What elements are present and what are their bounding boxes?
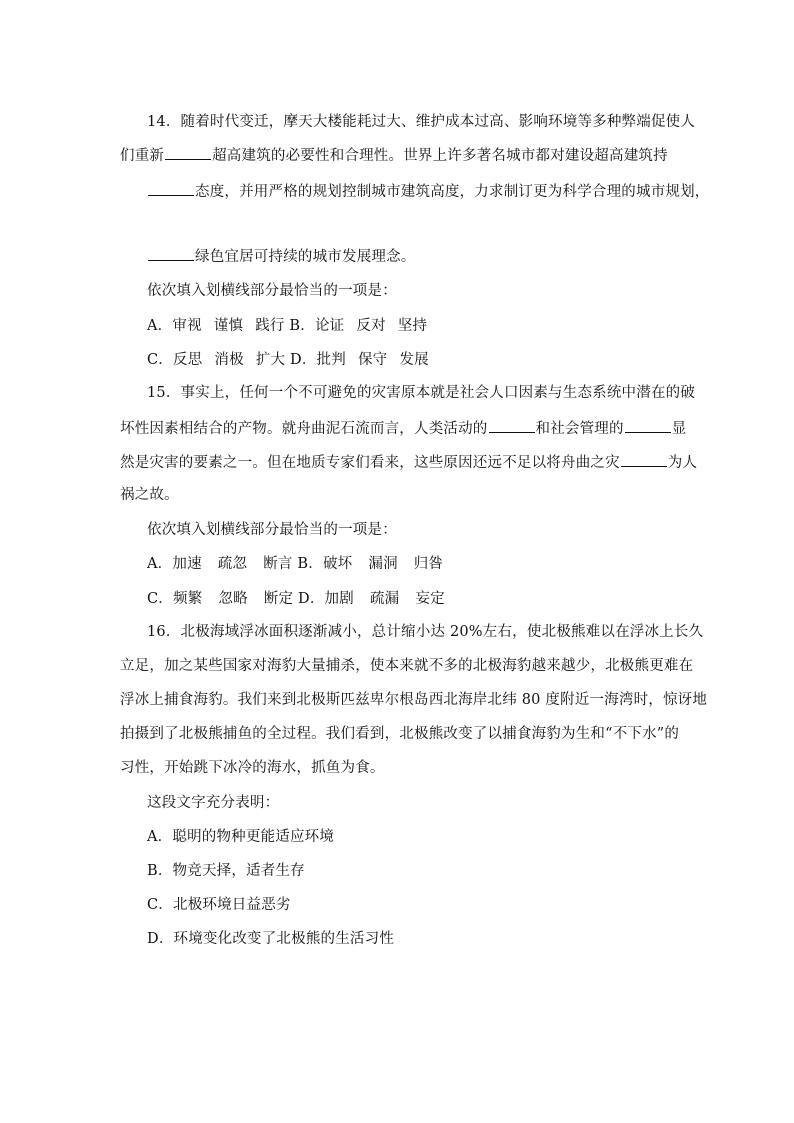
q14-options-cd: [147, 350, 429, 370]
q14-line-2: [120, 145, 668, 166]
option-a-word-1: A．审视: [147, 318, 202, 334]
q16-line-2: 立足，加之某些国家对海豹大量捕杀，使本来就不多的北极海豹越来越少，北极熊更难在: [120, 658, 694, 674]
option-d-word-1: D．批判: [290, 352, 346, 368]
q16-line-3: 浮冰上捕食海豹。我们来到北极斯匹兹卑尔根岛西北海岸北纬 80 度附近一海湾时，惊讶地: [120, 692, 708, 708]
q16-option-a: A．聪明的物种更能适应环境: [147, 829, 335, 845]
option-c-word-1: C．频繁: [147, 591, 203, 607]
q15-options-ab: [147, 554, 443, 574]
option-d-word-3: 发展: [399, 352, 429, 368]
q16-option-c: C．北极环境日益恶劣: [147, 897, 291, 913]
option-c-word-3: 断定: [263, 591, 294, 607]
option-a-word-3: 践行: [255, 318, 285, 334]
option-d-word-2: 保守: [357, 352, 388, 368]
option-c-word-2: 忽略: [218, 591, 248, 607]
option-b-word-2: 漏洞: [368, 556, 398, 572]
q14-line-1: 14．随着时代变迁，摩天大楼能耗过大、维护成本过高、影响环境等多种弊端促使人: [147, 114, 696, 130]
option-a-word-3: 断言: [263, 556, 293, 572]
q14-options-ab: [147, 316, 427, 336]
answer-blank: [625, 418, 671, 433]
q16-line-4: 拍摄到了北极熊捕鱼的全过程。我们看到，北极熊改变了以捕食海豹为生和“不下水”的: [120, 726, 680, 742]
option-b-word-2: 反对: [356, 318, 386, 334]
answer-blank: [489, 418, 535, 433]
q16-line-5: 习性，开始跳下冰冷的海水，抓鱼为食。: [120, 760, 385, 776]
q16-option-d: D．环境变化改变了北极熊的生活习性: [147, 931, 395, 947]
q15-prompt: 依次填入划横线部分最恰当的一项是：: [147, 522, 397, 538]
option-d-word-3: 妄定: [415, 591, 445, 607]
q14-prompt: 依次填入划横线部分最恰当的一项是：: [147, 283, 397, 299]
q15-text: 和社会管理的: [535, 421, 624, 437]
q15-text: 坏性因素相结合的产物。就舟曲泥石流而言，人类活动的: [120, 421, 488, 437]
answer-blank: [148, 246, 194, 261]
option-b-word-3: 归咎: [413, 556, 444, 572]
q14-text: 超高建筑的必要性和合理性。世界上许多著名城市都对建设超高建筑持: [212, 148, 668, 164]
q15-text: 显: [671, 421, 687, 437]
answer-blank: [165, 145, 211, 160]
q14-text: 绿色宜居可持续的城市发展理念。: [195, 249, 416, 265]
option-a-word-1: A．加速: [147, 556, 202, 572]
option-b-word-1: B．破坏: [297, 556, 353, 572]
option-d-word-1: D．加剧: [298, 591, 354, 607]
option-c-word-1: C．反思: [147, 352, 203, 368]
q15-line-3: [120, 452, 697, 473]
answer-blank: [621, 452, 667, 467]
option-a-word-2: 谨慎: [213, 318, 244, 334]
q15-line-4: 祸之故。: [120, 487, 179, 503]
option-b-word-3: 坚持: [397, 318, 428, 334]
q14-line-3: [147, 181, 710, 202]
option-b-word-1: B．论证: [289, 318, 345, 334]
q14-text: 态度，并用严格的规划控制城市建筑高度，力求制订更为科学合理的城市规划，: [195, 184, 710, 200]
option-c-word-2: 消极: [214, 352, 244, 368]
q15-options-cd: [147, 589, 445, 609]
answer-blank: [148, 181, 194, 196]
q14-text: 们重新: [120, 148, 165, 164]
q15-text: 然是灾害的要素之一。但在地质专家们看来，这些原因还远不足以将舟曲之灾: [120, 455, 620, 471]
q15-line-2: [120, 418, 686, 439]
option-a-word-2: 疏忽: [217, 556, 248, 572]
option-d-word-2: 疏漏: [369, 591, 400, 607]
q14-line-4: [147, 246, 416, 267]
q15-line-1: 15．事实上，任何一个不可避免的灾害原本就是社会人口因素与生态系统中潜在的破: [147, 385, 696, 401]
q16-line-1: 16．北极海域浮冰面积逐渐减小，总计缩小达 20%左右，使北极熊难以在浮冰上长久: [147, 624, 704, 640]
option-c-word-3: 扩大: [255, 352, 286, 368]
q16-option-b: B．物竞天择，适者生存: [147, 863, 305, 879]
q16-prompt: 这段文字充分表明：: [147, 795, 280, 811]
q15-text: 为人: [667, 455, 698, 471]
